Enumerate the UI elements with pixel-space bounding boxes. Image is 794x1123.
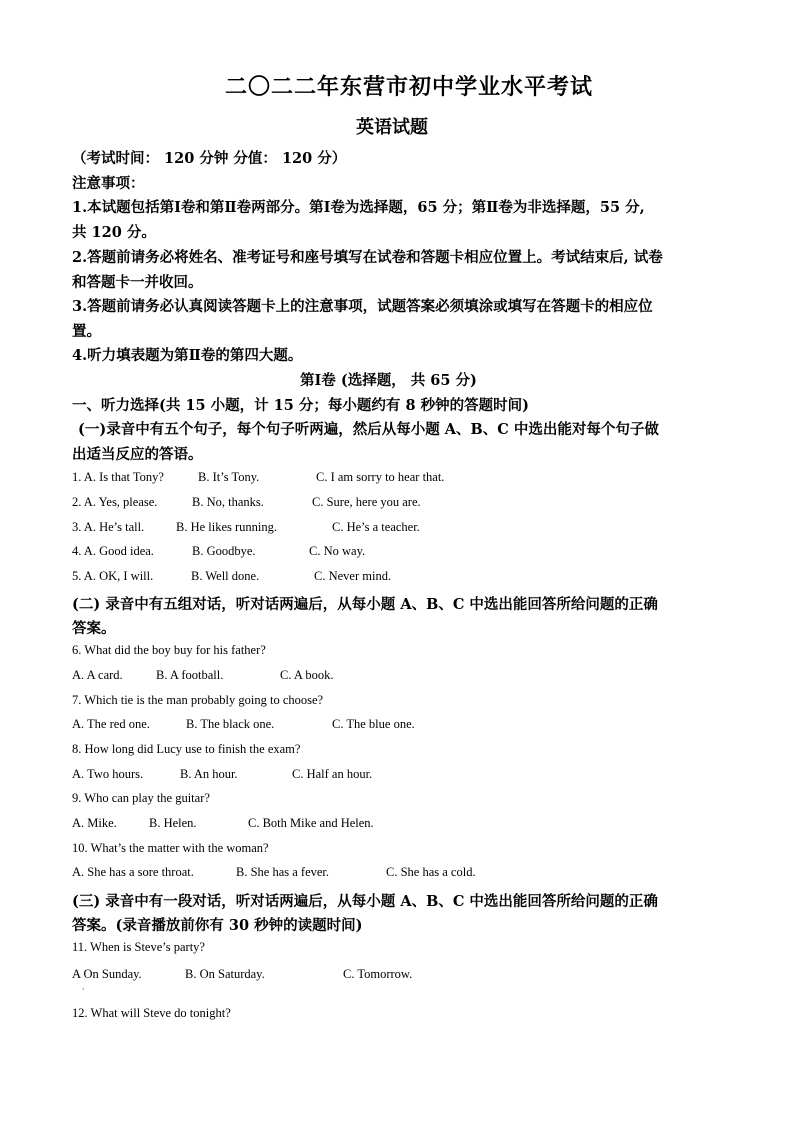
question-text: 10. What’s the matter with the woman? xyxy=(72,841,269,855)
option-a: 3. A. He’s tall. xyxy=(72,520,145,534)
option-a: 5. A. OK, I will. xyxy=(72,569,154,583)
question-row xyxy=(72,470,722,488)
question-row xyxy=(72,569,722,587)
question-text: 12. What will Steve do tonight? xyxy=(72,1006,231,1020)
part-3-instruction-line-1: (三) 录音中有一段对话，听对话两遍后，从每小题 A、B、C 中选出能回答所给问题的正确 xyxy=(72,893,658,910)
option-b: B. Goodbye. xyxy=(192,544,256,558)
notes-item-1-line-2: 共 120 分。 xyxy=(72,224,156,241)
question-text: 8. How long did Lucy use to finish the exam? xyxy=(72,742,301,756)
option-c: C. Sure, here you are. xyxy=(312,495,421,509)
page-title: 二〇二二年东营市初中学业水平考试 xyxy=(225,74,594,100)
section-1-heading: 一、听力选择(共 15 小题，计 15 分；每小题约有 8 秒钟的答题时间) xyxy=(72,397,529,414)
option-b: B. It’s Tony. xyxy=(198,470,260,484)
option-c: C. Tomorrow. xyxy=(343,967,413,981)
option-a: A. Mike. xyxy=(72,816,117,830)
option-c: C. I am sorry to hear that. xyxy=(316,470,445,484)
part-2-instruction-line-1: (二) 录音中有五组对话，听对话两遍后，从每小题 A、B、C 中选出能回答所给问题的正确 xyxy=(72,596,658,613)
option-b: B. She has a fever. xyxy=(236,865,330,879)
part-1-instruction-line-1: (一)录音中有五个句子，每个句子听两遍，然后从每小题 A、B、C 中选出能对每个句子做 xyxy=(78,421,659,438)
question-text: 7. Which tie is the man probably going to choose? xyxy=(72,693,324,707)
part-1-instruction-line-2: 出适当反应的答语。 xyxy=(72,446,203,463)
option-b: B. He likes running. xyxy=(176,520,278,534)
question-row xyxy=(72,767,722,785)
question-text: 9. Who can play the guitar? xyxy=(72,791,210,805)
option-c: C. Both Mike and Helen. xyxy=(248,816,374,830)
question-row xyxy=(72,816,722,834)
notes-item-1-line-1: 1.本试题包括第Ⅰ卷和第Ⅱ卷两部分。第Ⅰ卷为选择题，65 分；第Ⅱ卷为非选择题，55 分, xyxy=(72,199,645,216)
page-subtitle: 英语试题 xyxy=(356,117,428,138)
notes-item-3-line-2: 置。 xyxy=(72,323,101,340)
question-row xyxy=(72,717,722,735)
option-a: A On Sunday. xyxy=(72,967,142,981)
option-b: B. An hour. xyxy=(180,767,238,781)
stray-mark: · xyxy=(82,985,85,994)
question-row xyxy=(72,967,722,985)
question-row xyxy=(72,544,722,562)
option-c: C. The blue one. xyxy=(332,717,415,731)
question-text: 6. What did the boy buy for his father? xyxy=(72,643,266,657)
option-a: A. The red one. xyxy=(72,717,150,731)
option-c: C. No way. xyxy=(309,544,366,558)
notes-item-2-line-2: 和答题卡一并收回。 xyxy=(72,274,203,291)
part-2-instruction-line-2: 答案。 xyxy=(72,620,116,637)
option-a: 1. A. Is that Tony? xyxy=(72,470,164,484)
option-a: A. Two hours. xyxy=(72,767,144,781)
option-b: B. No, thanks. xyxy=(192,495,264,509)
notes-heading: 注意事项： xyxy=(72,175,145,192)
option-a: A. She has a sore throat. xyxy=(72,865,194,879)
question-row xyxy=(72,865,722,883)
question-text: 11. When is Steve’s party? xyxy=(72,940,205,954)
option-c: C. Half an hour. xyxy=(292,767,373,781)
option-b: B. The black one. xyxy=(186,717,275,731)
notes-item-3-line-1: 3.答题前请务必认真阅读答题卡上的注意事项，试题答案必须填涂或填写在答题卡的相应位 xyxy=(72,298,653,315)
question-row xyxy=(72,668,722,686)
option-a: 2. A. Yes, please. xyxy=(72,495,158,509)
option-c: C. A book. xyxy=(280,668,334,682)
option-b: B. On Saturday. xyxy=(185,967,265,981)
volume-heading: 第Ⅰ卷 (选择题， 共 65 分) xyxy=(300,372,477,389)
option-b: B. Helen. xyxy=(149,816,197,830)
option-c: C. He’s a teacher. xyxy=(332,520,420,534)
question-row xyxy=(72,520,722,538)
question-row xyxy=(72,495,722,513)
option-a: 4. A. Good idea. xyxy=(72,544,154,558)
option-b: B. Well done. xyxy=(191,569,260,583)
notes-item-2-line-1: 2.答题前请务必将姓名、准考证号和座号填写在试卷和答题卡相应位置上。考试结束后, 试卷 xyxy=(72,249,663,266)
notes-item-4: 4.听力填表题为第Ⅱ卷的第四大题。 xyxy=(72,347,303,364)
option-c: C. Never mind. xyxy=(314,569,392,583)
option-a: A. A card. xyxy=(72,668,123,682)
exam-info: （考试时间： 120 分钟 分值： 120 分） xyxy=(72,150,347,167)
option-b: B. A football. xyxy=(156,668,224,682)
part-3-instruction-line-2: 答案。(录音播放前你有 30 秒钟的读题时间) xyxy=(72,917,363,934)
option-c: C. She has a cold. xyxy=(386,865,476,879)
